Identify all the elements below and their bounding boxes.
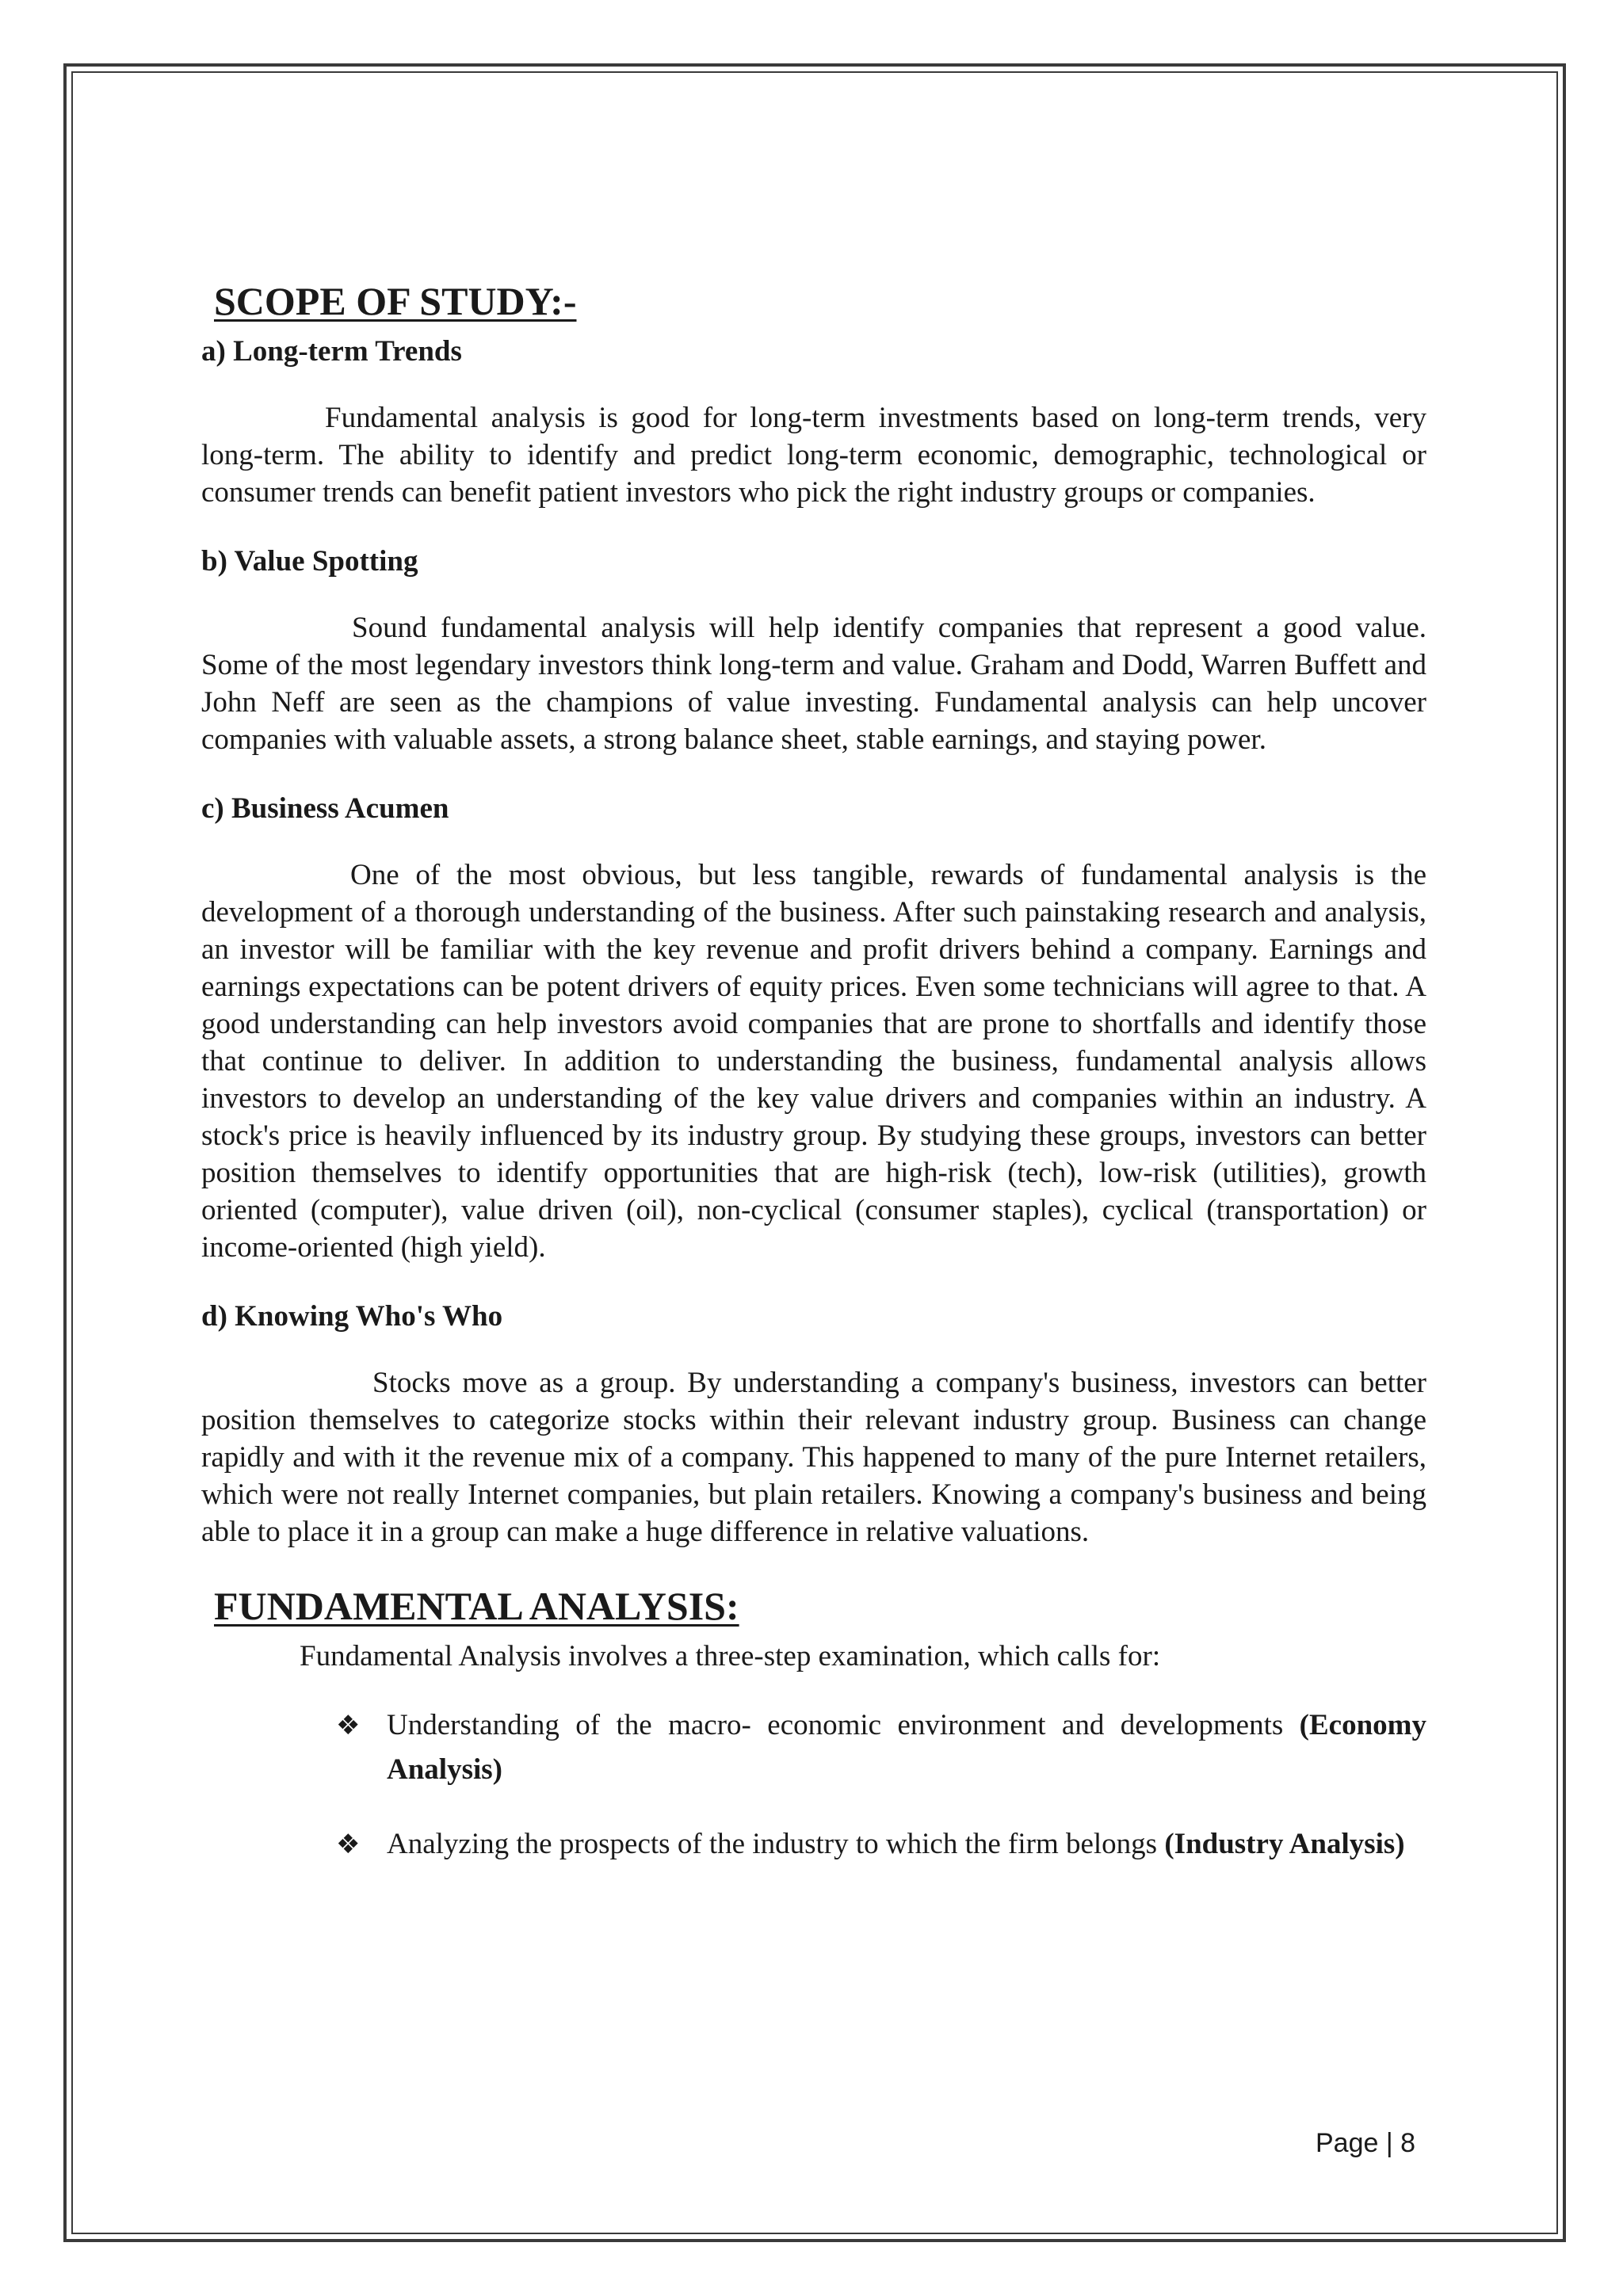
section-heading: a) Long-term Trends xyxy=(201,335,462,368)
scope-section-business-acumen xyxy=(201,790,1426,1266)
page-content xyxy=(201,277,1426,1897)
section-paragraph: Fundamental analysis is good for long-term investments based on long-term trends, very long-term. The ability to identify and predict long-term economic, demographic, technological or consumer trends can benefit patient investors who pick the right industry groups or companies. xyxy=(201,402,1426,509)
list-item-industry-analysis xyxy=(201,1822,1426,1867)
bullet-term: (Industry Analysis) xyxy=(1164,1828,1405,1861)
section-paragraph: Sound fundamental analysis will help identify companies that represent a good value. Some of the most legendary investors think long-term and value. Graham and Dodd, Warren Buffett and John Neff are seen as the champions of value investing. Fundamental analysis can help uncover companies with valuable assets, a strong balance sheet, stable earnings, and staying power. xyxy=(201,612,1426,757)
examination-steps-list xyxy=(201,1703,1426,1867)
section-paragraph: One of the most obvious, but less tangible, rewards of fundamental analysis is the development of a thorough understanding of the business. After such painstaking research and analysis, an investor will be familiar with the key revenue and profit drivers behind a company. Earnings and earnings expectations can be potent drivers of equity prices. Even some technicians will agree to that. A good understanding can help investors avoid companies that are prone to shortfalls and identify those that continue to deliver. In addition to understanding the business, fundamental analysis allows investors to develop an understanding of the key value drivers and companies within an industry. A stock's price is heavily influenced by its industry group. By studying these groups, investors can better position themselves to identify opportunities that are high-risk (tech), low-risk (utilities), growth oriented (computer), value driven (oil), non-cyclical (consumer staples), cyclical (transportation) or income-oriented (high yield). xyxy=(201,859,1426,1264)
section-heading: d) Knowing Who's Who xyxy=(201,1300,503,1333)
fundamental-analysis-title: FUNDAMENTAL ANALYSIS: xyxy=(214,1584,739,1629)
bullet-term: (Economy Analysis) xyxy=(387,1709,1426,1787)
diamond-bullet-icon: ❖ xyxy=(336,1710,361,1742)
section-heading: b) Value Spotting xyxy=(201,545,418,578)
diamond-bullet-icon: ❖ xyxy=(336,1829,361,1861)
bullet-text: Analyzing the prospects of the industry to which the firm belongs xyxy=(387,1828,1165,1861)
section-paragraph: Stocks move as a group. By understanding a company's business, investors can better position themselves to categorize stocks within their relevant industry group. Business can change rapidly and with it the revenue mix of a company. This happened to many of the pure Internet retailers, which were not really Internet companies, but plain retailers. Knowing a company's business and being able to place it in a group can make a huge difference in relative valuations. xyxy=(201,1367,1426,1549)
scope-of-study-title: SCOPE OF STUDY:- xyxy=(214,279,577,323)
page-number: Page | 8 xyxy=(1316,2128,1416,2158)
list-item-economy-analysis xyxy=(201,1703,1426,1792)
fundamental-analysis-intro: Fundamental Analysis involves a three-step examination, which calls for: xyxy=(300,1640,1161,1673)
scope-section-long-term-trends xyxy=(201,333,1426,511)
section-heading: c) Business Acumen xyxy=(201,792,449,826)
bullet-text: Understanding of the macro- economic environment and developments xyxy=(387,1709,1300,1742)
scope-section-knowing-whos-who xyxy=(201,1298,1426,1550)
scope-section-value-spotting xyxy=(201,543,1426,758)
